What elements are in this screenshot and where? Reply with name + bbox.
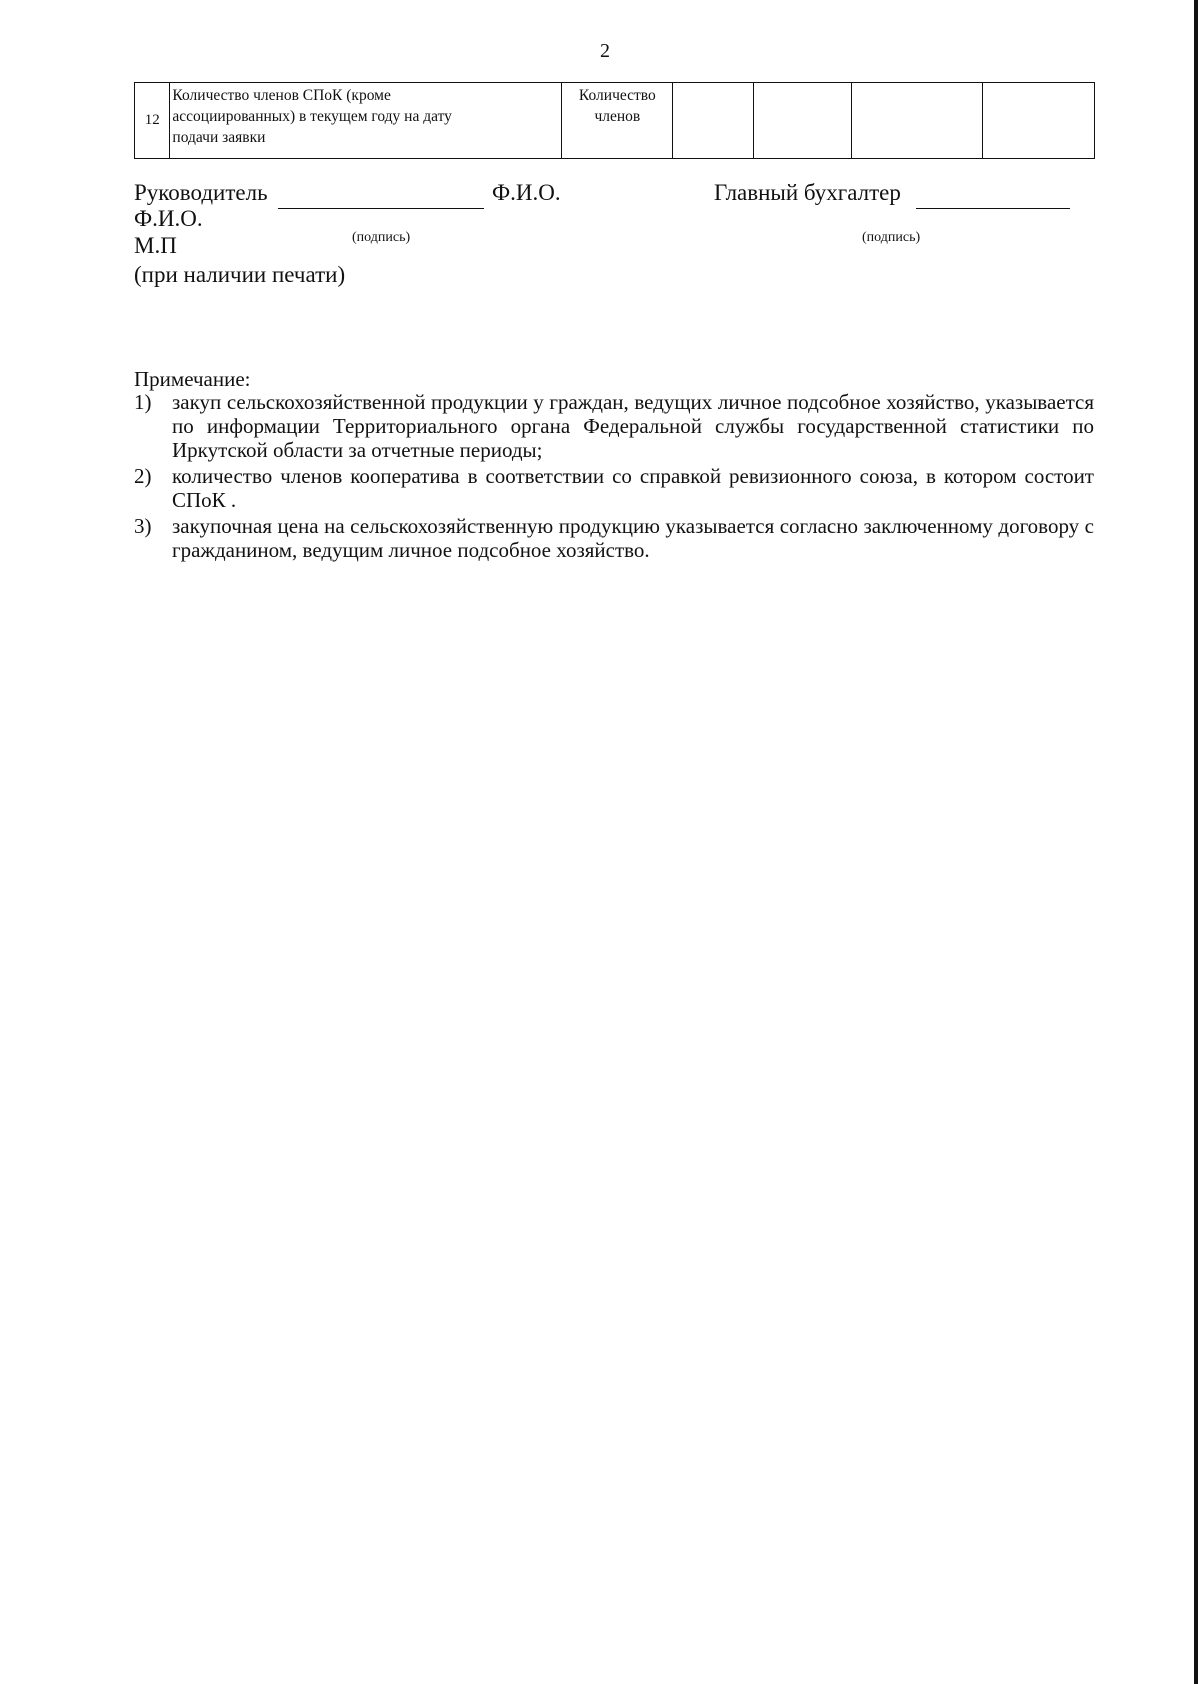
accountant-signature-line: [916, 208, 1070, 209]
row-unit: [562, 83, 673, 159]
note-text: закуп сельскохозяйственной продукции у граждан, ведущих личное подсобное хозяйство, указывается по информации Территориального органа Федеральной службы государственной статистики по Иркутской области за отчетные периоды;: [172, 390, 1094, 462]
table-row: [135, 83, 1095, 159]
note-item: [134, 464, 1094, 512]
data-table: [134, 82, 1095, 159]
head-label: Руководитель: [134, 180, 268, 205]
description-line: ассоциированных) в текущем году на дату: [172, 108, 452, 125]
value-cell: [851, 83, 982, 159]
description-line: Количество членов СПоК (кроме: [172, 87, 391, 104]
note-item: [134, 514, 1094, 562]
note-text: закупочная цена на сельскохозяйственную продукцию указывается согласно заключенному договору с гражданином, ведущим личное подсобное хозяйство.: [172, 514, 1094, 562]
note-marker: 3): [134, 514, 152, 538]
note-marker: 2): [134, 464, 152, 488]
chief-accountant-label: Главный бухгалтер: [714, 180, 901, 205]
row-description: [170, 83, 562, 159]
signature-caption-left: (подпись): [352, 230, 411, 245]
signature-caption-right: (подпись): [862, 230, 921, 245]
unit-line: членов: [594, 108, 641, 125]
seal-note: (при наличии печати): [134, 262, 346, 287]
accountant-fio: Ф.И.О.: [134, 206, 203, 231]
page-number: 2: [600, 40, 610, 62]
head-signature-line: [278, 208, 484, 209]
unit-line: Количество: [578, 87, 656, 104]
description-line: подачи заявки: [172, 129, 266, 146]
head-fio: Ф.И.О.: [492, 180, 561, 205]
value-cell: [673, 83, 754, 159]
page-edge-line: [1194, 0, 1198, 1684]
signature-row: [134, 180, 1094, 210]
note-item: [134, 390, 1094, 462]
value-cell: [982, 83, 1094, 159]
note-marker: 1): [134, 390, 152, 414]
notes-title: Примечание:: [134, 367, 251, 391]
notes-list: [134, 390, 1094, 564]
seal-place: М.П: [134, 233, 177, 258]
value-cell: [754, 83, 851, 159]
note-text: количество членов кооператива в соответствии со справкой ревизионного союза, в котором состоит СПоК .: [172, 464, 1094, 512]
row-number: 12: [135, 83, 170, 159]
